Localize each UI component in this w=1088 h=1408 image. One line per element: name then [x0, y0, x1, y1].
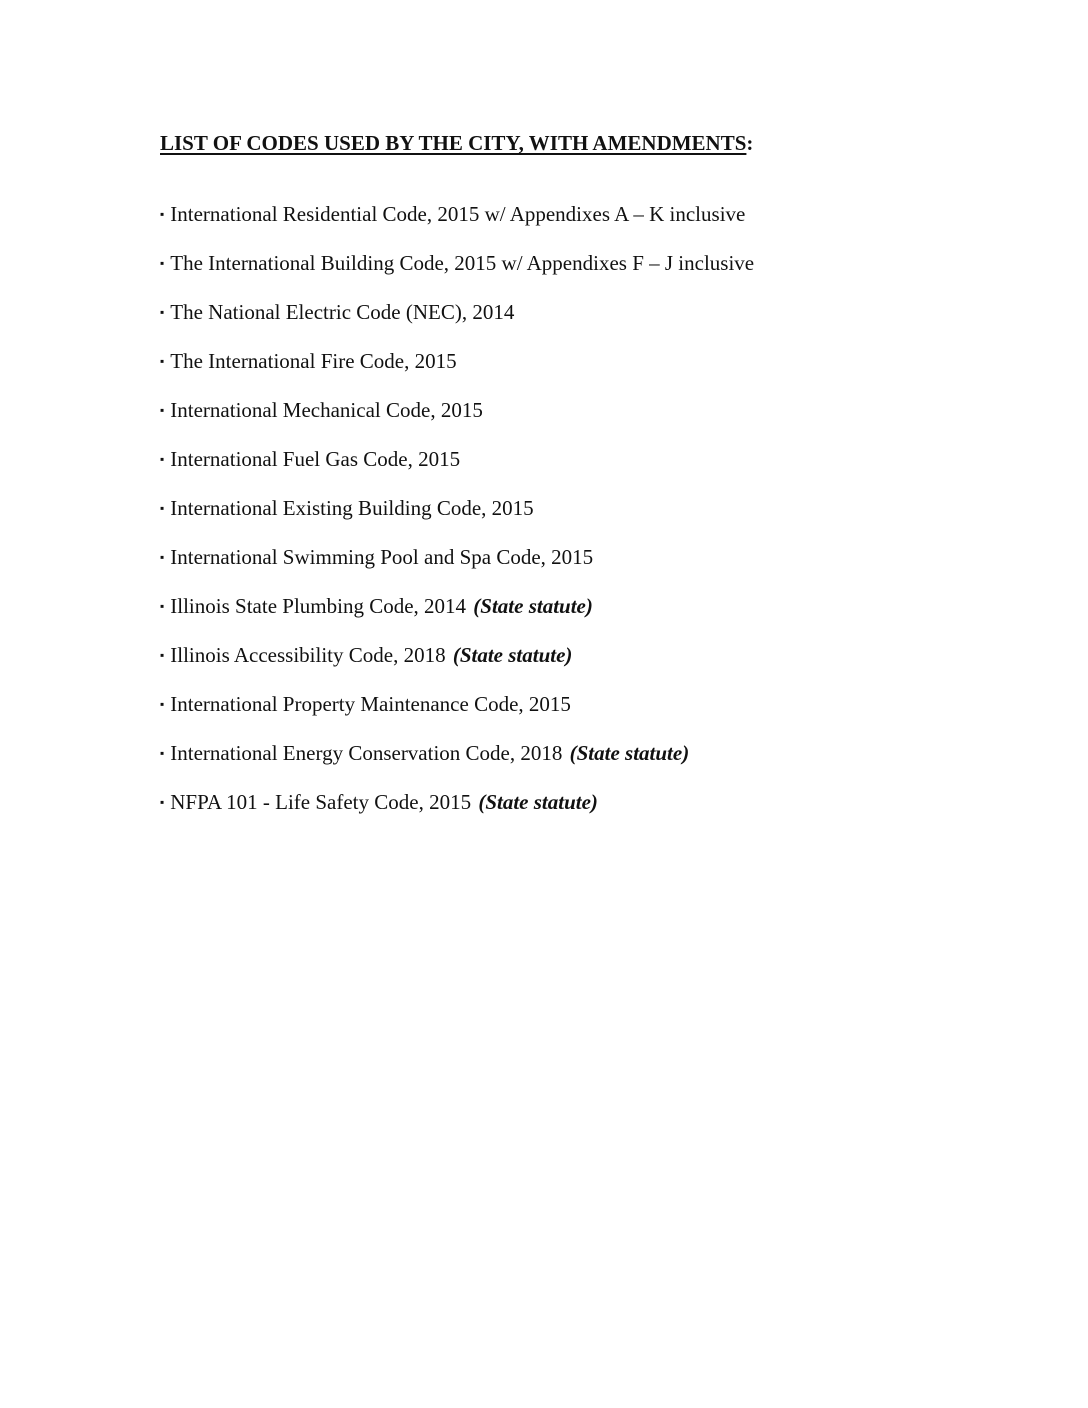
code-name: The National Electric Code (NEC), 2014 — [170, 300, 515, 324]
list-item — [160, 446, 754, 495]
code-name: International Swimming Pool and Spa Code, 2015 — [170, 545, 594, 569]
code-name: International Energy Conservation Code, 2018 — [170, 741, 563, 765]
code-name: Illinois Accessibility Code, 2018 — [170, 643, 446, 667]
bullet-icon: ▪ — [160, 501, 165, 515]
state-statute-note: (State statute) — [569, 741, 690, 765]
list-item — [160, 691, 754, 740]
code-name: International Property Maintenance Code, 2015 — [170, 692, 571, 716]
code-name: Illinois State Plumbing Code, 2014 — [170, 594, 467, 618]
list-item — [160, 299, 754, 348]
list-item — [160, 642, 754, 691]
code-name: International Fuel Gas Code, 2015 — [170, 447, 461, 471]
state-statute-note: (State statute) — [478, 790, 598, 814]
code-name: NFPA 101 - Life Safety Code, 2015 — [170, 790, 472, 814]
list-item — [160, 789, 754, 838]
bullet-icon: ▪ — [160, 305, 165, 319]
bullet-icon: ▪ — [160, 648, 165, 662]
bullet-icon: ▪ — [160, 795, 165, 809]
bullet-icon: ▪ — [160, 697, 165, 711]
code-list — [160, 201, 754, 838]
code-name: International Existing Building Code, 2015 — [170, 496, 534, 520]
bullet-icon: ▪ — [160, 599, 165, 613]
list-item — [160, 348, 754, 397]
state-statute-note: (State statute) — [452, 643, 573, 667]
list-item — [160, 544, 754, 593]
page-title-text: LIST OF CODES USED BY THE CITY, WITH AMENDMENTS — [160, 131, 747, 155]
bullet-icon: ▪ — [160, 354, 165, 368]
bullet-icon: ▪ — [160, 746, 165, 760]
bullet-icon: ▪ — [160, 550, 165, 564]
list-item — [160, 250, 754, 299]
bullet-icon: ▪ — [160, 256, 165, 270]
code-name: International Mechanical Code, 2015 — [170, 398, 483, 422]
page-title — [160, 130, 753, 156]
page-title-colon: : — [746, 131, 754, 155]
list-item — [160, 593, 754, 642]
code-name: The International Building Code, 2015 w/ Appendixes F – J inclusive — [170, 251, 755, 275]
list-item — [160, 740, 754, 789]
code-name: International Residential Code, 2015 w/ Appendixes A – K inclusive — [170, 202, 746, 226]
list-item — [160, 201, 754, 250]
list-item — [160, 397, 754, 446]
code-name: The International Fire Code, 2015 — [170, 349, 457, 373]
bullet-icon: ▪ — [160, 207, 165, 221]
list-item — [160, 495, 754, 544]
state-statute-note: (State statute) — [473, 594, 593, 618]
bullet-icon: ▪ — [160, 452, 165, 466]
bullet-icon: ▪ — [160, 403, 165, 417]
